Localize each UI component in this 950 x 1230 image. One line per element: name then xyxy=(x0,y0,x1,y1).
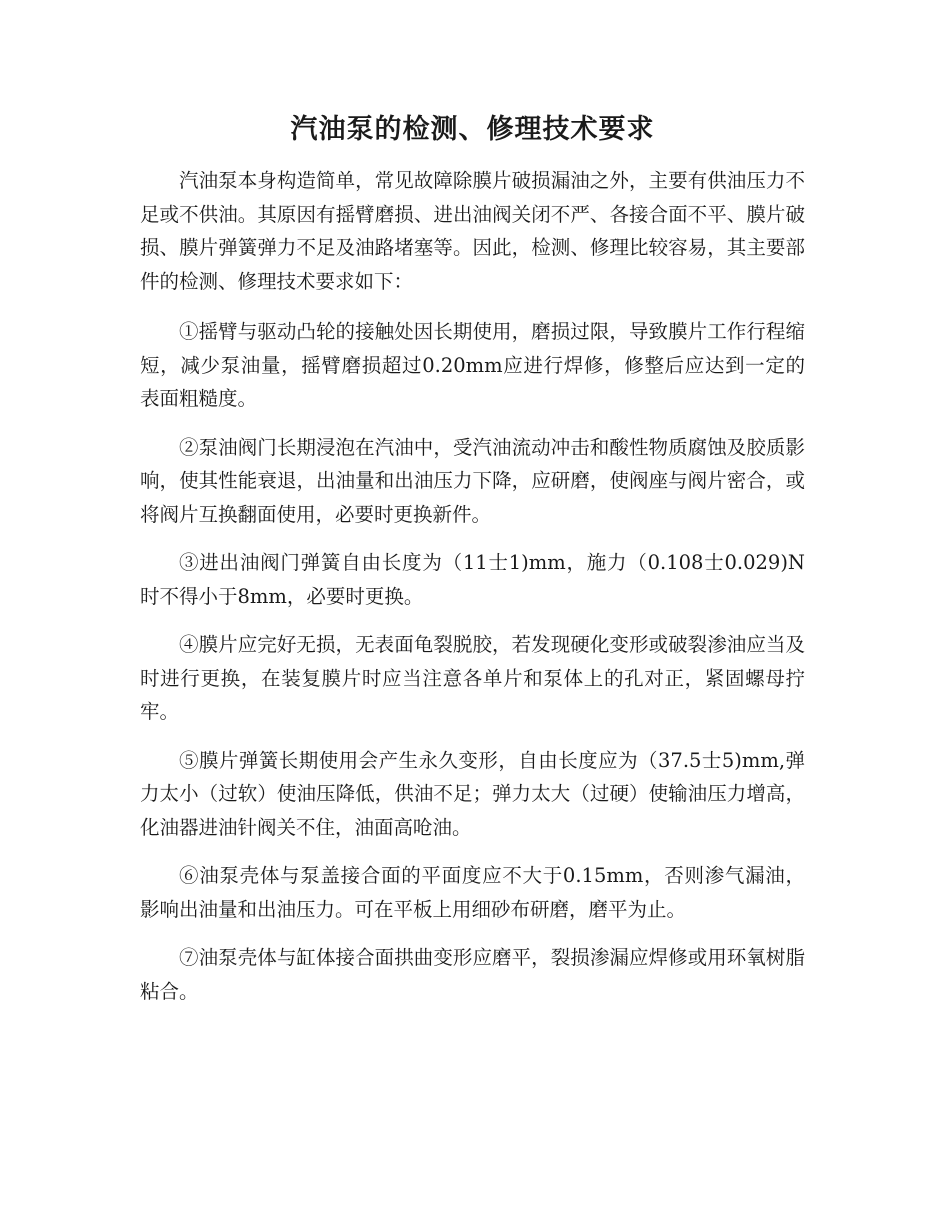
requirement-item-7: ⑦油泵壳体与缸体接合面拱曲变形应磨平，裂损渗漏应焊修或用环氧树脂粘合。 xyxy=(140,946,805,1003)
requirement-item-2: ②泵油阀门长期浸泡在汽油中，受汽油流动冲击和酸性物质腐蚀及胶质影响，使其性能衰退，出油量和出油压力下降，应研磨，使阀座与阀片密合，或将阀片互换翻面使用，必要时更换新件。 xyxy=(140,435,805,526)
intro-paragraph: 汽油泵本身构造简单，常见故障除膜片破损漏油之外，主要有供油压力不足或不供油。其原因有摇臂磨损、进出油阀关闭不严、各接合面不平、膜片破损、膜片弹簧弹力不足及油路堵塞等。因此，检测、修理比较容易，其主要部件的检测、修理技术要求如下： xyxy=(140,169,805,293)
requirement-item-5: ⑤膜片弹簧长期使用会产生永久变形，自由长度应为（37.5士5)mm,弹力太小（过软）使油压降低，供油不足；弹力太大（过硬）使输油压力增高，化油器进油针阀关不住，油面高呛油。 xyxy=(140,748,805,839)
requirement-item-6: ⑥油泵壳体与泵盖接合面的平面度应不大于0.15mm，否则渗气漏油，影响出油量和出油压力。可在平板上用细砂布研磨，磨平为止。 xyxy=(140,864,805,921)
requirement-item-4: ④膜片应完好无损，无表面龟裂脱胶，若发现硬化变形或破裂渗油应当及时进行更换，在装复膜片时应当注意各单片和泵体上的孔对正，紧固螺母拧牢。 xyxy=(140,633,805,723)
requirement-item-3: ③进出油阀门弹簧自由长度为（11士1)mm，施力（0.108士0.029)N时不得小于8mm，必要时更换。 xyxy=(140,551,805,608)
requirement-item-1: ①摇臂与驱动凸轮的接触处因长期使用，磨损过限，导致膜片工作行程缩短，减少泵油量，摇臂磨损超过0.20mm应进行焊修，修整后应达到一定的表面粗糙度。 xyxy=(140,320,805,410)
document-page xyxy=(140,108,805,1023)
document-title: 汽油泵的检测、修理技术要求 xyxy=(290,114,655,145)
